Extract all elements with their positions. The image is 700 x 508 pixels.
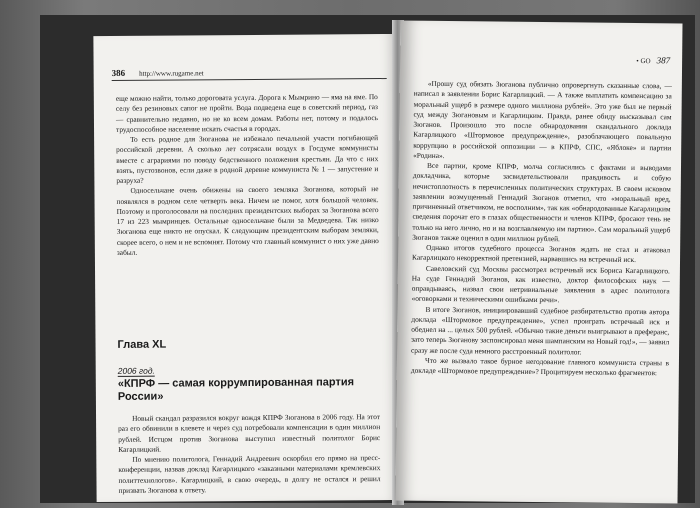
right-page: [395, 21, 682, 504]
left-running-head-url: http://www.rugame.net: [139, 69, 204, 78]
paragraph: Все партии, кроме КПРФ, молча согласились с фактами и выводами докладчика, которые засвидетельствовали правдивость и собую нечистоплотность в перечисленных политических структурах. В своем исковом заявлении возмущенный Геннадий Зюганов отметил, что «моральный вред, причиненный ответчиком, не восполним», так как «обнародованные Кагарлицким сведения порочат его в глазах общественности и членов КПРФ, бросают тень не только на него лично, но и на возглавляемую им партию». Сам моральный ущерб Зюганов также оценил в один миллион рублей.: [412, 160, 672, 243]
paragraph: То есть родное для Зюганова не избежало печальной участи погибающей российской деревни. А сколько лет сотрясали воздух в Госдуме коммунисты вместе с аграриями по поводу бедственного положения крестьян. Да что с них взять, пустозвонов, если даже в родной деревне коммуниста № 1 — запустение и разруха?: [116, 133, 379, 185]
paragraph: Односельчане очень обижены на своего земляка Зюганова, который не появлялся в родном селе четверть века. Ничем не помог, хотя большой человек. Поэтому и проголосовали на последних президентских выборах за Зюганова всего 17 из 223 мымринцев. Остальные односельчане были за Медведева. Так низко Зюганова еще никто не опускал. К следующим президентским выборам земляки, скорее всего, о нем и не вспомнят. Потому что главный коммунист о них уже давно забыл.: [116, 184, 379, 257]
right-page-number: 387: [656, 55, 671, 66]
right-running-head: [636, 55, 670, 65]
paragraph: «Прошу суд обязать Зюганова публично опровергнуть сказанные слова, — написал в заявлении Борис Кагарлицкий. — А также выплатить компенсацию за моральный ущерб в размере одного миллиона рублей». Это уже был не первый суд между Зюгановым и Кагарлицким. Правда, ранее обиду высказывал сам Зюганов. Произошло это после обнародования скандального доклада Кагарлицкого «Штормовое предупреждение», разоблачающего повальную коррупцию в российской оппозиции — в КПРФ, СПС, «Яблоке» и партии «Родина».: [413, 78, 672, 160]
paragraph: В итоге Зюганов, инициировавший судебное разбирательство против автора доклада «Штормовое предупреждение», успел проиграть встречный иск и обеднел на ... целых 500 рублей. «Обычно такие деньги выигрывают в преферанс, зато теперь Зюганову заспонсировал меня шампанским на Новый год!», — заявил сразу же после суда немного расстроенный политолог.: [411, 304, 670, 356]
left-running-head: [112, 66, 387, 81]
paragraph: Савеловский суд Москвы рассмотрел встречный иск Бориса Кагарлицкого. На суде Геннадий Зюганов, как известно, доктор философских наук — оправдываясь, назвал свои нетривиальные заявления в адрес политолога «оговорками и техническими ошибками речи».: [411, 263, 670, 305]
chapter-heading: Глава XL: [117, 338, 167, 351]
right-running-head-text: • GO: [636, 57, 651, 66]
paragraph: Новый скандал разразился вокруг вождя КПРФ Зюганова в 2006 году. На этот раз его обвинили в клевете и через суд потребовали компенсации в один миллион рублей. Истцом против Зюганова выступил известный политолог Борис Кагарлицкий.: [118, 412, 381, 454]
left-page-number: 386: [111, 67, 126, 78]
right-body: [411, 79, 672, 379]
left-body-bottom: [118, 412, 381, 496]
paragraph: Что же вызвало такое бурное негодование главного коммуниста страны в докладе «Штормовое предупреждение»? Процитируем несколько фрагментов:: [410, 355, 670, 378]
left-body-top: [116, 92, 379, 258]
paragraph: Однако итогов судебного процесса Зюганов ждать не стал и атаковал Кагарлицкого некорректной претензией, нарвавшись на встречный иск.: [411, 242, 671, 265]
left-page: [93, 34, 401, 502]
paragraph: еще можно найти, только дороговата услуга. Дорога к Мымрино — яма на яме. По селу без резиновых сапог не пройти. Вода подведена еще в советский период, газ — сравнительно недавно, но не ко всем домам. Работы нет, потому и подалось трудоспособное население искать счастья в городах.: [115, 92, 378, 134]
paragraph: По мнению политолога, Геннадий Андреевич оскорбил его прямо на пресс-конференции, назвав доклад Кагарлицкого «заказными материалами кремлевских политтехнологов». Кагарлицкий, в свою очередь, в долгу не остался и решил призвать Зюганова к ответу.: [118, 453, 381, 495]
section-year: 2006 год.: [117, 365, 155, 376]
article-title: «КПРФ — самая коррумпированная партия России»: [117, 376, 355, 403]
